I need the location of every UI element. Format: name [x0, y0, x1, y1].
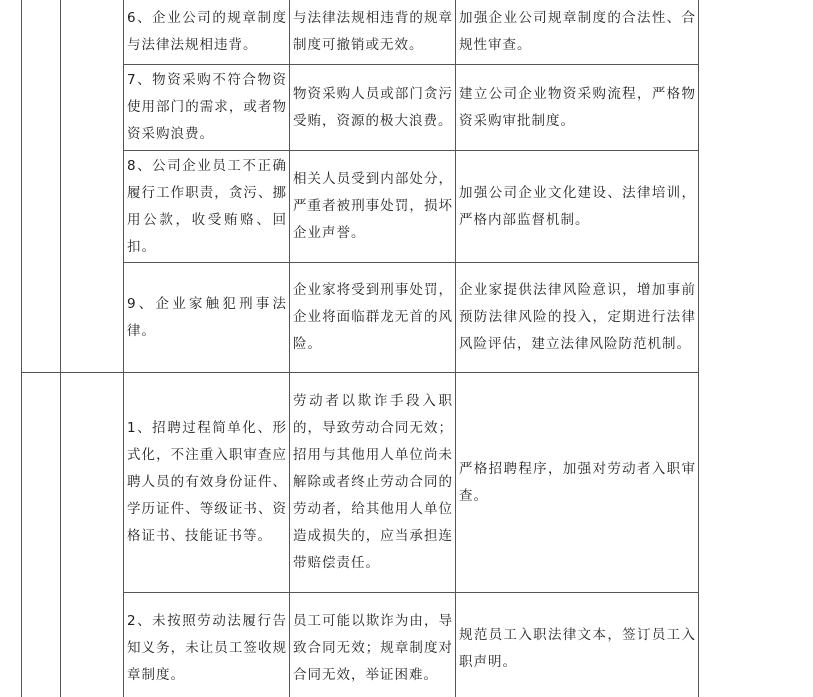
consequence-cell [290, 593, 456, 697]
consequence-text: 劳动者以欺诈手段入职的，导致劳动合同无效；招用与其他用人单位尚未解除或者终止劳动合同的劳动者，给其他用人单位造成损失的，应当承担连带赔偿责任。 [293, 393, 453, 571]
table-row [22, 373, 699, 593]
consequence-text: 相关人员受到内部处分，严重者被刑事处罚，损坏企业声誉。 [293, 171, 453, 241]
table-row [22, 593, 699, 697]
solution-text: 加强公司企业文化建设、法律培训，严格内部监督机制。 [459, 184, 696, 228]
legal-risk-table [21, 0, 699, 697]
table-row [22, 263, 699, 373]
consequence-cell [290, 151, 456, 263]
solution-text: 规范员工入职法律文本，签订员工入职声明。 [459, 626, 696, 670]
table-row [22, 0, 699, 65]
table-row [22, 151, 699, 263]
risk-cell [124, 593, 290, 697]
consequence-text: 物资采购人员或部门贪污受贿，资源的极大浪费。 [293, 85, 453, 129]
consequence-cell [290, 373, 456, 593]
table-row [22, 65, 699, 151]
consequence-text: 员工可能以欺诈为由，导致合同无效；规章制度对合同无效，举证困难。 [293, 613, 453, 683]
risk-text: 2、未按照劳动法履行告知义务，未让员工签收规章制度。 [127, 613, 287, 683]
consequence-cell [290, 65, 456, 151]
solution-text: 建立公司企业物资采购流程，严格物资采购审批制度。 [459, 85, 696, 129]
risk-cell [124, 263, 290, 373]
risk-cell [124, 151, 290, 263]
risk-cell [124, 65, 290, 151]
consequence-text: 企业家将受到刑事处罚，企业将面临群龙无首的风险。 [293, 282, 453, 352]
solution-text: 企业家提供法律风险意识，增加事前预防法律风险的投入，定期进行法律风险评估，建立法律风险防范机制。 [459, 282, 696, 352]
risk-text: 1、招聘过程简单化、形式化，不注重入职审查应聘人员的有效身份证件、学历证件、等级证书、资格证书、技能证书等。 [127, 420, 287, 544]
category-cell [22, 0, 61, 373]
solution-cell [456, 65, 699, 151]
solution-text: 加强企业公司规章制度的合法性、合规性审查。 [459, 9, 696, 53]
risk-text: 9、企业家触犯刑事法律。 [127, 295, 287, 339]
subcategory-cell [61, 0, 124, 373]
consequence-cell [290, 0, 456, 65]
risk-cell [124, 0, 290, 65]
solution-cell [456, 263, 699, 373]
risk-cell [124, 373, 290, 593]
solution-text: 严格招聘程序，加强对劳动者入职审查。 [459, 460, 696, 504]
consequence-cell [290, 263, 456, 373]
risk-text: 8、公司企业员工不正确履行工作职责，贪污、挪用公款，收受贿赂、回扣。 [127, 157, 287, 255]
risk-text: 6、企业公司的规章制度与法律法规相违背。 [127, 9, 287, 53]
category-cell [22, 373, 61, 697]
solution-cell [456, 0, 699, 65]
subcategory-cell [61, 373, 124, 697]
solution-cell [456, 593, 699, 697]
risk-text: 7、物资采购不符合物资使用部门的需求，或者物资采购浪费。 [127, 72, 287, 142]
consequence-text: 与法律法规相违背的规章制度可撤销或无效。 [293, 9, 453, 53]
solution-cell [456, 373, 699, 593]
solution-cell [456, 151, 699, 263]
